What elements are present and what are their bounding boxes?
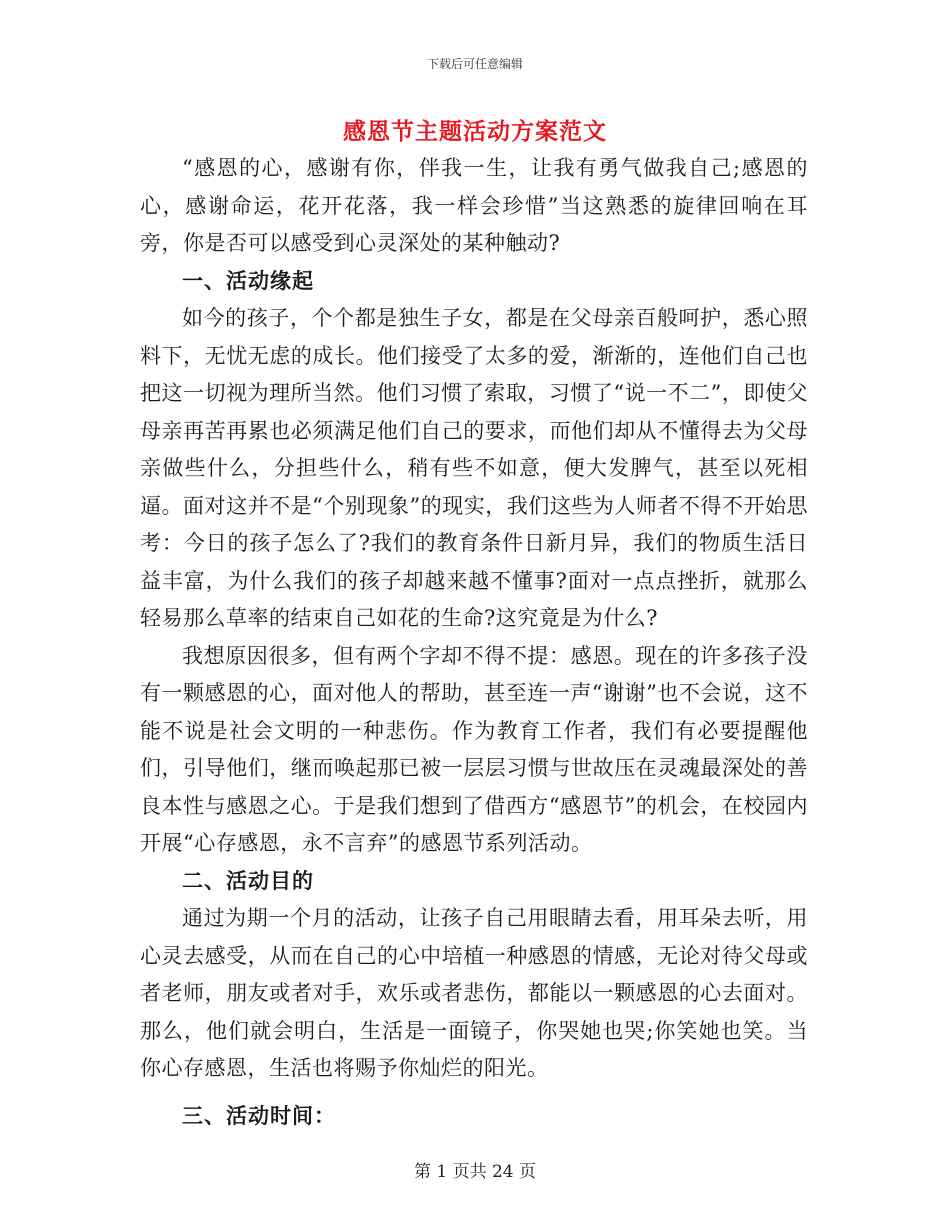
section-heading-time: 三、活动时间： — [182, 1103, 336, 1128]
section-heading-origin: 一、活动缘起 — [182, 268, 314, 293]
body-paragraph: 我想原因很多，但有两个字却不得不提：感恩。现在的许多孩子没有一颗感恩的心，面对他人的帮助，甚至连一声“谢谢”也不会说，这不能不说是社会文明的一种悲伤。作为教育工作者，我们有必要提醒他们，引导他们，继而唤起那已被一层层习惯与世故压在灵魂最深处的善良本性与感恩之心。于是我们想到了借西方“感恩节”的机会，在校园内开展“心存感恩，永不言弃”的感恩节系列活动。 — [140, 643, 808, 855]
header-note: 下载后可任意编辑 — [426, 57, 523, 71]
body-paragraph: 如今的孩子，个个都是独生子女，都是在父母亲百般呵护，悉心照料下，无忧无虑的成长。他们接受了太多的爱，渐渐的，连他们自己也把这一切视为理所当然。他们习惯了索取，习惯了“说一不二”，即使父母亲再苦再累也必须满足他们自己的要求，而他们却从不懂得去为父母亲做些什么，分担些什么，稍有些不如意，便大发脾气，甚至以死相逼。面对这并不是“个别现象”的现实，我们这些为人师者不得不开始思考：今日的孩子怎么了?我们的教育条件日新月异，我们的物质生活日益丰富，为什么我们的孩子却越来越不懂事?面对一点点挫折，就那么轻易那么草率的结束自己如花的生命?这究竟是为什么? — [140, 306, 808, 630]
document-body — [140, 150, 808, 1135]
page-footer: 第 1 页共 24 页 — [413, 1162, 537, 1182]
intro-paragraph: “感恩的心，感谢有你，伴我一生，让我有勇气做我自己;感恩的心，感谢命运，花开花落，我一样会珍惜”当这熟悉的旋律回响在耳旁，你是否可以感受到心灵深处的某种触动? — [140, 156, 808, 255]
section-heading-purpose: 二、活动目的 — [182, 868, 314, 893]
body-paragraph: 通过为期一个月的活动，让孩子自己用眼睛去看，用耳朵去听，用心灵去感受，从而在自己的心中培植一种感恩的情感，无论对待父母或者老师，朋友或者对手，欢乐或者悲伤，都能以一颗感恩的心去面对。那么，他们就会明白，生活是一面镜子，你哭她也哭;你笑她也笑。当你心存感恩，生活也将赐予你灿烂的阳光。 — [140, 906, 808, 1080]
document-title: 感恩节主题活动方案范文 — [343, 118, 607, 145]
